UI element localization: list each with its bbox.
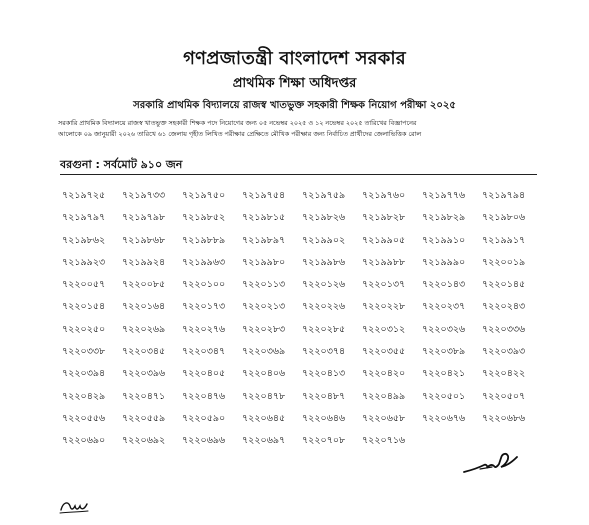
roll-number: ৭২২০৩৩৮ [62, 346, 106, 358]
initials-image [58, 498, 90, 516]
roll-number: ৭২২০৪৭৮ [242, 390, 286, 402]
roll-number: ৭২১৯৯০৫ [362, 234, 406, 246]
roll-number: ৭২২০১৬৪ [122, 301, 166, 313]
roll-number: ৭২২০৩২৬ [422, 323, 466, 335]
roll-number: ৭২২০৫৯০ [182, 412, 226, 424]
roll-number: ৭২১৯৮৬৮ [122, 234, 166, 246]
roll-number: ৭২২০৩৪৭ [182, 346, 226, 358]
roll-number: ৭২২০৩৯৪ [62, 368, 106, 380]
roll-number: ৭২২০৬৫৮ [362, 412, 406, 424]
roll-number: ৭২১৯৯১০ [422, 234, 466, 246]
roll-number: ৭২১৯৯১৭ [482, 234, 526, 246]
roll-number: ৭২২০৬৯২ [122, 435, 166, 447]
roll-number: ৭২১৯৯৮৬ [302, 256, 346, 268]
roll-number: ৭২২০৪১৩ [302, 368, 346, 380]
roll-number: ৭২১৯৮৮৯ [182, 234, 226, 246]
roll-number: ৭২২০০৮৫ [122, 279, 166, 291]
roll-number: ৭২১৯৭৫০ [182, 190, 226, 201]
roll-number: ৭২১৯৮০৬ [482, 212, 526, 224]
roll-number: ৭২২০৫৫৬ [62, 412, 106, 424]
government-title: গণপ্রজাতন্ত্রী বাংলাদেশ সরকার [183, 48, 406, 69]
roll-number: ৭২১৯৯৮০ [242, 256, 286, 268]
directorate-title: প্রাথমিক শিক্ষা অধিদপ্তর [232, 76, 357, 91]
roll-number: ৭২১৯৯৮৮ [362, 256, 406, 268]
roll-number: ৭২২০২৪৩ [482, 301, 526, 313]
roll-number: ৭২২০১৩৭ [362, 279, 406, 291]
roll-number: ৭২২০৬৮৬ [482, 412, 526, 424]
roll-number: ৭২২০২১৩ [242, 301, 286, 313]
roll-number: ৭২২০৩৫৫ [362, 346, 406, 358]
roll-number: ৭২২০০১৯ [482, 256, 526, 268]
roll-number: ৭২২০৩৯৬ [122, 368, 166, 380]
roll-number: ৭২২০৬৯০ [62, 435, 106, 447]
roll-number: ৭২২০১১৩ [242, 279, 286, 291]
signature-image [462, 448, 524, 476]
roll-number: ৭২২০২৬৯ [122, 323, 166, 335]
roll-number: ৭২২০৪৯৯ [362, 390, 406, 402]
roll-number: ৭২২০৪০৬ [242, 368, 286, 380]
roll-number: ৭২২০৪২৯ [62, 390, 106, 402]
roll-number: ৭২২০৩৬৯ [242, 346, 286, 358]
roll-number: ৭২১৯৯৯০ [422, 256, 466, 268]
roll-number: ৭২১৯৭৭৬ [422, 190, 466, 201]
roll-number: ৭২১৯৯২৪ [122, 256, 166, 268]
roll-number: ৭২২০১৪৩ [422, 279, 466, 291]
roll-number: ৭২২০১৪৫ [482, 279, 526, 291]
roll-number: ৭২২০১০০ [182, 279, 226, 291]
roll-number: ৭২২০২২৬ [302, 301, 346, 313]
roll-number: ৭২১৯৮২৯ [422, 212, 466, 224]
roll-number: ৭২২০২৮৩ [242, 323, 286, 335]
roll-number: ৭২২০৩৪৫ [122, 346, 166, 358]
exam-title: সরকারি প্রাথমিক বিদ্যালয়ে রাজস্ব খাতভুক্ত সহকারী শিক্ষক নিয়োগ পরীক্ষা ২০২৫ [133, 100, 456, 111]
roll-number: ৭২২০২২৮ [362, 301, 406, 313]
roll-number: ৭২২০৩৮৯ [422, 346, 466, 358]
roll-number: ৭২২০৭১৬ [362, 435, 406, 447]
roll-number: ৭২১৯৮৬২ [62, 234, 106, 246]
roll-number: ৭২২০২৩৭ [422, 301, 466, 313]
district-heading: বরগুনা : সর্বমোট ৯১০ জন [60, 158, 183, 171]
notice-line: আলোকে ০৯ জানুয়ারী ২০২৬ তারিখে ৬১ জেলায় গৃহীত লিখিত পরীক্ষার প্রেক্ষিতে মৌখিক পরীক্ষার জন্য নির্বাচিত প্রার্থীদের জেলাভিত্তিক রোল [58, 130, 422, 138]
roll-number: ৭২২০৫০৭ [482, 390, 526, 402]
roll-number: ৭২২০৬৪৬ [302, 412, 346, 424]
roll-number: ৭২২০২৫০ [62, 323, 106, 335]
roll-number: ৭২১৯৮৫২ [182, 212, 226, 224]
roll-number: ৭২২০৬৭৬ [422, 412, 466, 424]
roll-number: ৭২২০০৫৭ [62, 279, 106, 291]
roll-number: ৭২২০৫০১ [422, 390, 466, 402]
roll-number: ৭২১৯৮২৮ [362, 212, 406, 224]
roll-number: ৭২২০৪০৫ [182, 368, 226, 380]
roll-number: ৭২১৯৭৯৮ [122, 212, 166, 224]
roll-number: ৭২১৯৯০২ [302, 234, 346, 246]
roll-number: ৭২২০৫৫৯ [122, 412, 166, 424]
roll-number: ৭২২০৩১২ [362, 323, 406, 335]
roll-number: ৭২১৯৯২৩ [62, 256, 106, 268]
roll-number: ৭২১৯৭২৫ [62, 190, 106, 201]
roll-number: ৭২১৯৭৩৩ [122, 190, 166, 201]
roll-number: ৭২২০১৫৪ [62, 301, 106, 313]
roll-number-grid [62, 190, 542, 458]
roll-number: ৭২১৯৭৬০ [362, 190, 406, 201]
notice-paragraph [58, 118, 548, 140]
roll-number: ৭২১৯৮২৬ [302, 212, 346, 224]
roll-number: ৭২২০২৭৬ [182, 323, 226, 335]
roll-number: ৭২১৯৯৬৩ [182, 256, 226, 268]
roll-number: ৭২২০১২৬ [302, 279, 346, 291]
roll-number: ৭২১৯৭৯৭ [62, 212, 106, 224]
roll-number: ৭২২০৪৭১ [122, 390, 166, 402]
roll-number: ৭২২০২৮৫ [302, 323, 346, 335]
roll-number: ৭২২০৬৯৬ [182, 435, 226, 447]
divider [60, 174, 537, 175]
roll-number: ৭২২০৪২২ [482, 368, 526, 380]
roll-number: ৭২২০৪২১ [422, 368, 466, 380]
roll-number: ৭২২০৬৯৭ [242, 435, 286, 447]
roll-number: ৭২১৯৮১৫ [242, 212, 286, 224]
roll-number: ৭২২০৩৯৩ [482, 346, 526, 358]
roll-number: ৭২১৯৭৫৯ [302, 190, 346, 201]
roll-number: ৭২২০৭০৮ [302, 435, 346, 447]
roll-number: ৭২১৯৭৫৪ [242, 190, 286, 201]
roll-number: ৭২১৯৭৯৪ [482, 190, 526, 201]
roll-number: ৭২২০৪৮৭ [302, 390, 346, 402]
roll-number: ৭২২০৩৩৬ [482, 323, 526, 335]
roll-number: ৭২২০৩৭৪ [302, 346, 346, 358]
roll-number: ৭২২০৪২০ [362, 368, 406, 380]
roll-number: ৭২২০১৭৩ [182, 301, 226, 313]
roll-number: ৭২২০৪৭৬ [182, 390, 226, 402]
roll-number: ৭২২০৬৪৫ [242, 412, 286, 424]
roll-number: ৭২১৯৮৯৭ [242, 234, 286, 246]
notice-line: সরকারি প্রাথমিক বিদ্যালয়ে রাজস্ব খাতভুক্ত সহকারী শিক্ষক পদে নিয়োগের জন্য ০৫ নভেম্বর ২০২৫ ও ১২ নভেম্বর ২০২৫ তারিখের বিজ্ঞাপনের [58, 119, 417, 127]
